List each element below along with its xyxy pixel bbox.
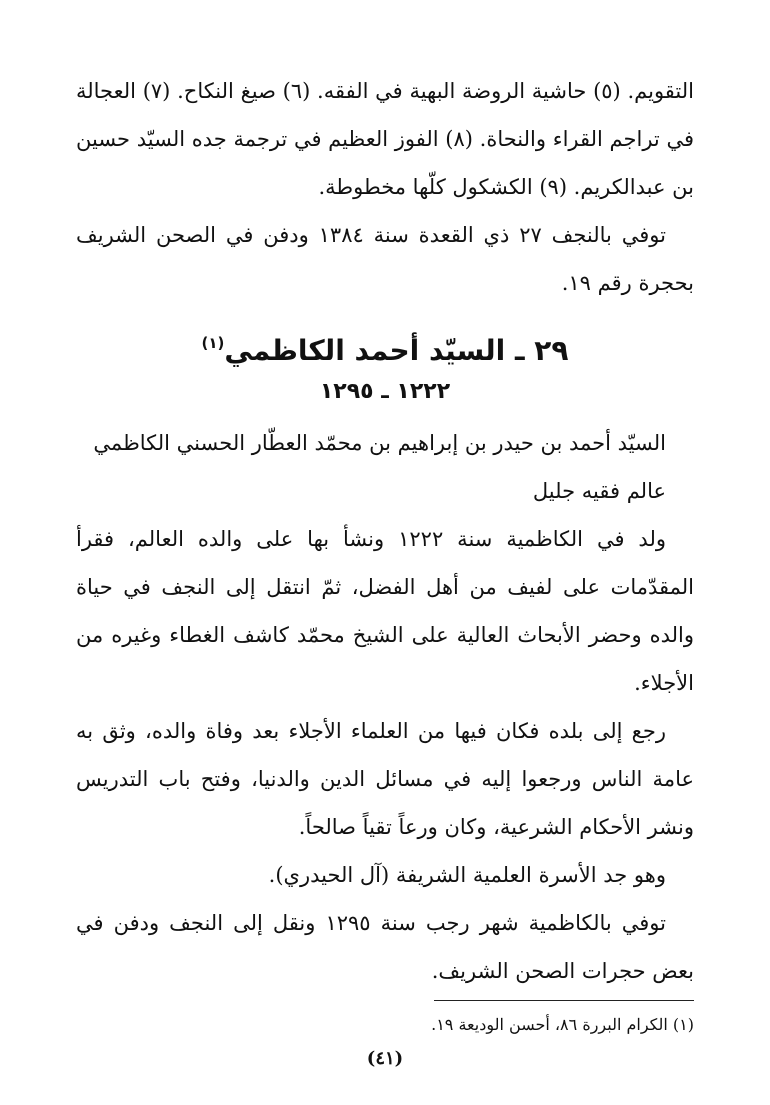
page-number: (٤١) bbox=[366, 1048, 404, 1069]
birth-paragraph: ولد في الكاظمية سنة ١٢٢٢ ونشأ بها على والده العالم، فقرأ المقدّمات على لفيف من أهل الفضل، ثمّ انتقل إلى النجف في حياة والده وحضر الأبحاث العالية على الشيخ محمّد كاشف الغطاء وغيره من الأجلاء. bbox=[76, 527, 694, 695]
entry-title: ٢٩ ـ السيّد أحمد الكاظمي bbox=[224, 334, 569, 367]
footnote-marker: (١) bbox=[201, 334, 225, 352]
entry-dates: ١٢٢٢ ـ ١٢٩٥ bbox=[319, 379, 451, 404]
full-name-line: السيّد أحمد بن حيدر بن إبراهيم بن محمّد العطّار الحسني الكاظمي bbox=[93, 431, 666, 455]
family-paragraph: وهو جد الأسرة العلمية الشريفة (آل الحيدري). bbox=[268, 863, 666, 887]
top-text-block bbox=[76, 67, 694, 307]
entry-heading bbox=[76, 320, 694, 374]
return-paragraph: رجع إلى بلده فكان فيها من العلماء الأجلاء بعد وفاة والده، وثق به عامة الناس ورجعوا إليه في مسائل الدين والدنيا، وفتح باب التدريس ونشر الأحكام الشرعية، وكان ورعاً تقياً صالحاً. bbox=[76, 719, 694, 839]
footnote-divider bbox=[434, 1000, 694, 1001]
description-line: عالم فقيه جليل bbox=[532, 479, 666, 503]
footnote: (١) الكرام البررة ٨٦، أحسن الوديعة ١٩. bbox=[431, 1015, 694, 1034]
death-paragraph: توفي بالنجف ٢٧ ذي القعدة سنة ١٣٨٤ ودفن في الصحن الشريف بحجرة رقم ١٩. bbox=[76, 223, 694, 295]
biography-text-block bbox=[76, 419, 694, 995]
works-list-paragraph: التقويم. (٥) حاشية الروضة البهية في الفقه. (٦) صيغ النكاح. (٧) العجالة في تراجم القراء والنحاة. (٨) الفوز العظيم في ترجمة جده السيّد حسين بن عبدالكريم. (٩) الكشكول كلّها مخطوطة. bbox=[76, 79, 694, 199]
burial-paragraph: توفي بالكاظمية شهر رجب سنة ١٢٩٥ ونقل إلى النجف ودفن في بعض حجرات الصحن الشريف. bbox=[76, 911, 694, 983]
